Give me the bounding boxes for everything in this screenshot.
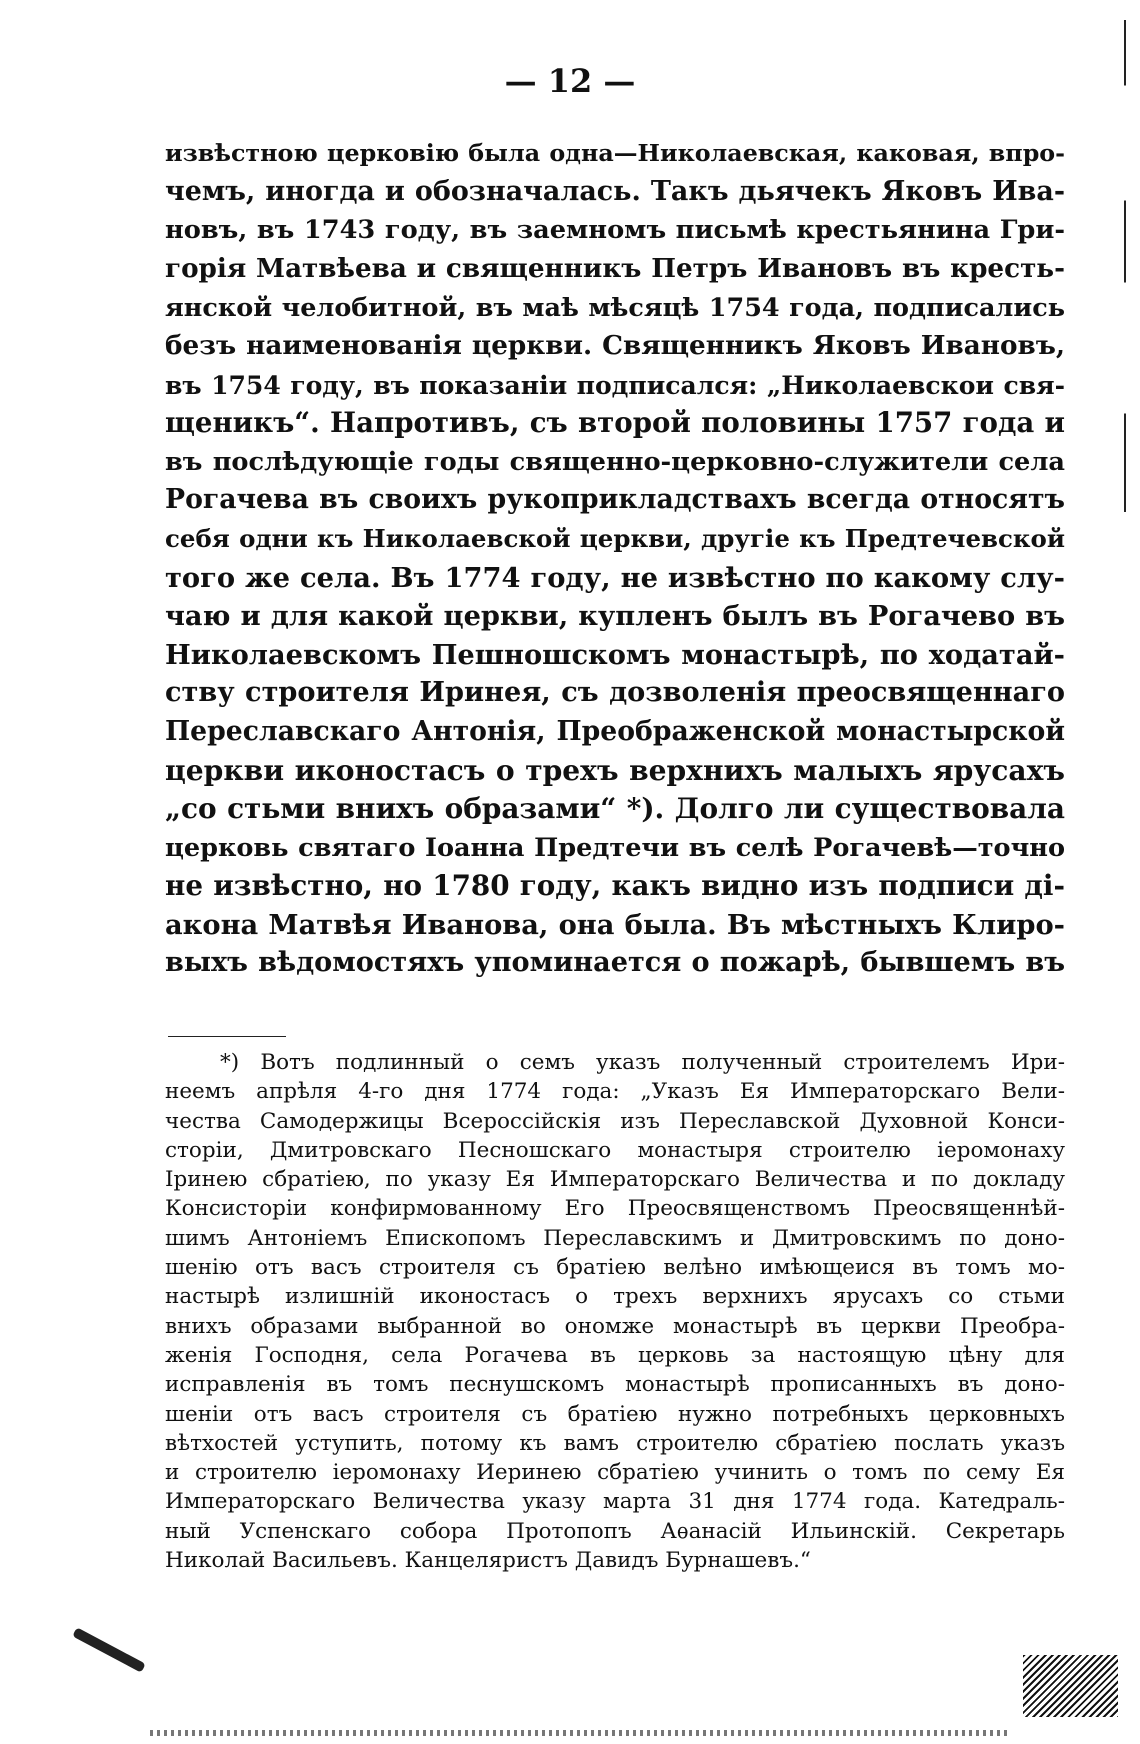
footnote-line: шимъ Антоніемъ Епископомъ Переславскимъ и Дмитровскимъ по доно- bbox=[165, 1225, 1065, 1251]
footnote-divider bbox=[168, 1036, 286, 1037]
text-line: себя одни къ Николаевской церкви, другіе къ Предтечевской bbox=[165, 523, 1065, 553]
text-line: Переславскаго Антонія, Преображенской монастырской bbox=[165, 715, 1065, 747]
main-text bbox=[165, 134, 1065, 983]
text-line: не извѣстно, но 1780 году, какъ видно изъ подписи ді- bbox=[165, 869, 1065, 903]
footnote-line: чества Самодержицы Всероссійскія изъ Переславской Духовной Конси- bbox=[165, 1108, 1065, 1134]
footnote bbox=[165, 1048, 1065, 1575]
text-line: безъ наименованія церкви. Священникъ Яковъ Ивановъ, bbox=[165, 329, 1065, 361]
footnote-line: сторіи, Дмитровскаго Песношскаго монастыря строителю іеромонаху bbox=[165, 1137, 1065, 1163]
footnote-line: Іринею сбратіею, по указу Ея Императорскаго Величества и по докладу bbox=[165, 1167, 1065, 1193]
text-line: извѣстною церковію была одна—Николаевская, каковая, впро- bbox=[165, 139, 1065, 167]
page-number: — 12 — bbox=[504, 62, 636, 100]
text-line: новъ, въ 1743 году, въ заемномъ письмѣ крестьянина Гри- bbox=[165, 215, 1065, 246]
text-line: того же села. Въ 1774 году, не извѣстно по какому слу- bbox=[165, 561, 1065, 594]
footnote-line: вниxъ образами выбранной во ономже монастырѣ въ церкви Преобра- bbox=[165, 1313, 1065, 1339]
footnote-line: вѣтхостей уступить, потому къ вамъ строителю сбратіею послать указъ bbox=[165, 1430, 1065, 1456]
text-line: „со стьми вниxъ образами“ *). Долго ли существовала bbox=[165, 792, 1065, 826]
footnote-line: ный Успенскаго собора Протопопъ Аѳанасій Ильинскій. Секретарь bbox=[165, 1518, 1065, 1544]
text-line: ству строителя Иринея, съ дозволенія преосвященнаго bbox=[165, 677, 1065, 709]
text-line: Рогачева въ своихъ рукоприкладствахъ всегда относятъ bbox=[165, 484, 1065, 516]
text-line: въ 1754 году, въ показаніи подписался: „Николаевскои свя- bbox=[165, 369, 1065, 400]
footnote-line: женія Господня, села Рогачева въ церковь за настоящую цѣну для bbox=[165, 1342, 1065, 1368]
scan-artifact bbox=[1023, 1655, 1118, 1717]
footnote-line: Императорскаго Величества указу марта 31 дня 1774 года. Катедраль- bbox=[165, 1489, 1065, 1515]
footnote-line: Николай Васильевъ. Канцеляристъ Давидъ Бурнашевъ.“ bbox=[165, 1548, 811, 1574]
footnote-line: настырѣ излишній иконостасъ о трехъ верхнихъ ярусахъ со стьми bbox=[165, 1284, 1065, 1310]
text-line: выхъ вѣдомостяхъ упоминается о пожарѣ, бывшемъ въ bbox=[165, 947, 1065, 979]
text-line: Николаевскомъ Пешношскомъ монастырѣ, по ходатай- bbox=[165, 638, 1065, 671]
text-line: щеникъ“. Напротивъ, съ второй половины 1757 года и bbox=[165, 406, 1065, 440]
text-line: церкви иконостасъ о трехъ верхнихъ малыхъ ярусахъ bbox=[165, 753, 1065, 787]
footnote-line: шенію отъ васъ строителя съ братіею велѣно имѣющеися въ томъ мо- bbox=[165, 1255, 1065, 1281]
text-line: церковь святаго Іоанна Предтечи въ селѣ Рогачевѣ—точно bbox=[165, 832, 1065, 863]
footnote-line: исправленія въ томъ песнушскомъ монастырѣ прописанныхъ въ доно- bbox=[165, 1372, 1065, 1398]
text-line: акона Матвѣя Иванова, она была. Въ мѣстныхъ Клиро- bbox=[165, 908, 1065, 941]
text-line: чаю и для какой церкви, купленъ былъ въ Рогачево въ bbox=[165, 600, 1065, 633]
scan-artifact bbox=[150, 1730, 1010, 1736]
footnote-line: шеніи отъ васъ строителя съ братіею нужно потребныхъ церковныхъ bbox=[165, 1401, 1065, 1427]
text-line: въ послѣдующіе годы священно-церковно-служители села bbox=[165, 446, 1065, 477]
text-line: янской челобитной, въ маѣ мѣсяцѣ 1754 года, подписались bbox=[165, 292, 1065, 323]
footnote-line: неемъ апрѣля 4-го дня 1774 года: „Указъ Ея Императорскаго Вели- bbox=[165, 1079, 1065, 1105]
footnote-line: Консисторіи конфирмованному Его Преосвященствомъ Преосвященнѣй- bbox=[165, 1196, 1065, 1222]
footnote-line: и строителю іеромонаху Иеринею сбратіею учинить о томъ по сему Ея bbox=[165, 1460, 1065, 1486]
scan-edge-line bbox=[1124, 20, 1126, 1660]
scan-artifact bbox=[72, 1627, 146, 1672]
text-line: чемъ, иногда и обозначалась. Такъ дьячекъ Яковъ Ива- bbox=[165, 175, 1065, 207]
footnote-line: *) Вотъ подлинный о семъ указъ полученный строителемъ Ири- bbox=[220, 1050, 1065, 1075]
text-line: горія Матвѣева и священникъ Петръ Ивановъ въ кресть- bbox=[165, 252, 1065, 284]
